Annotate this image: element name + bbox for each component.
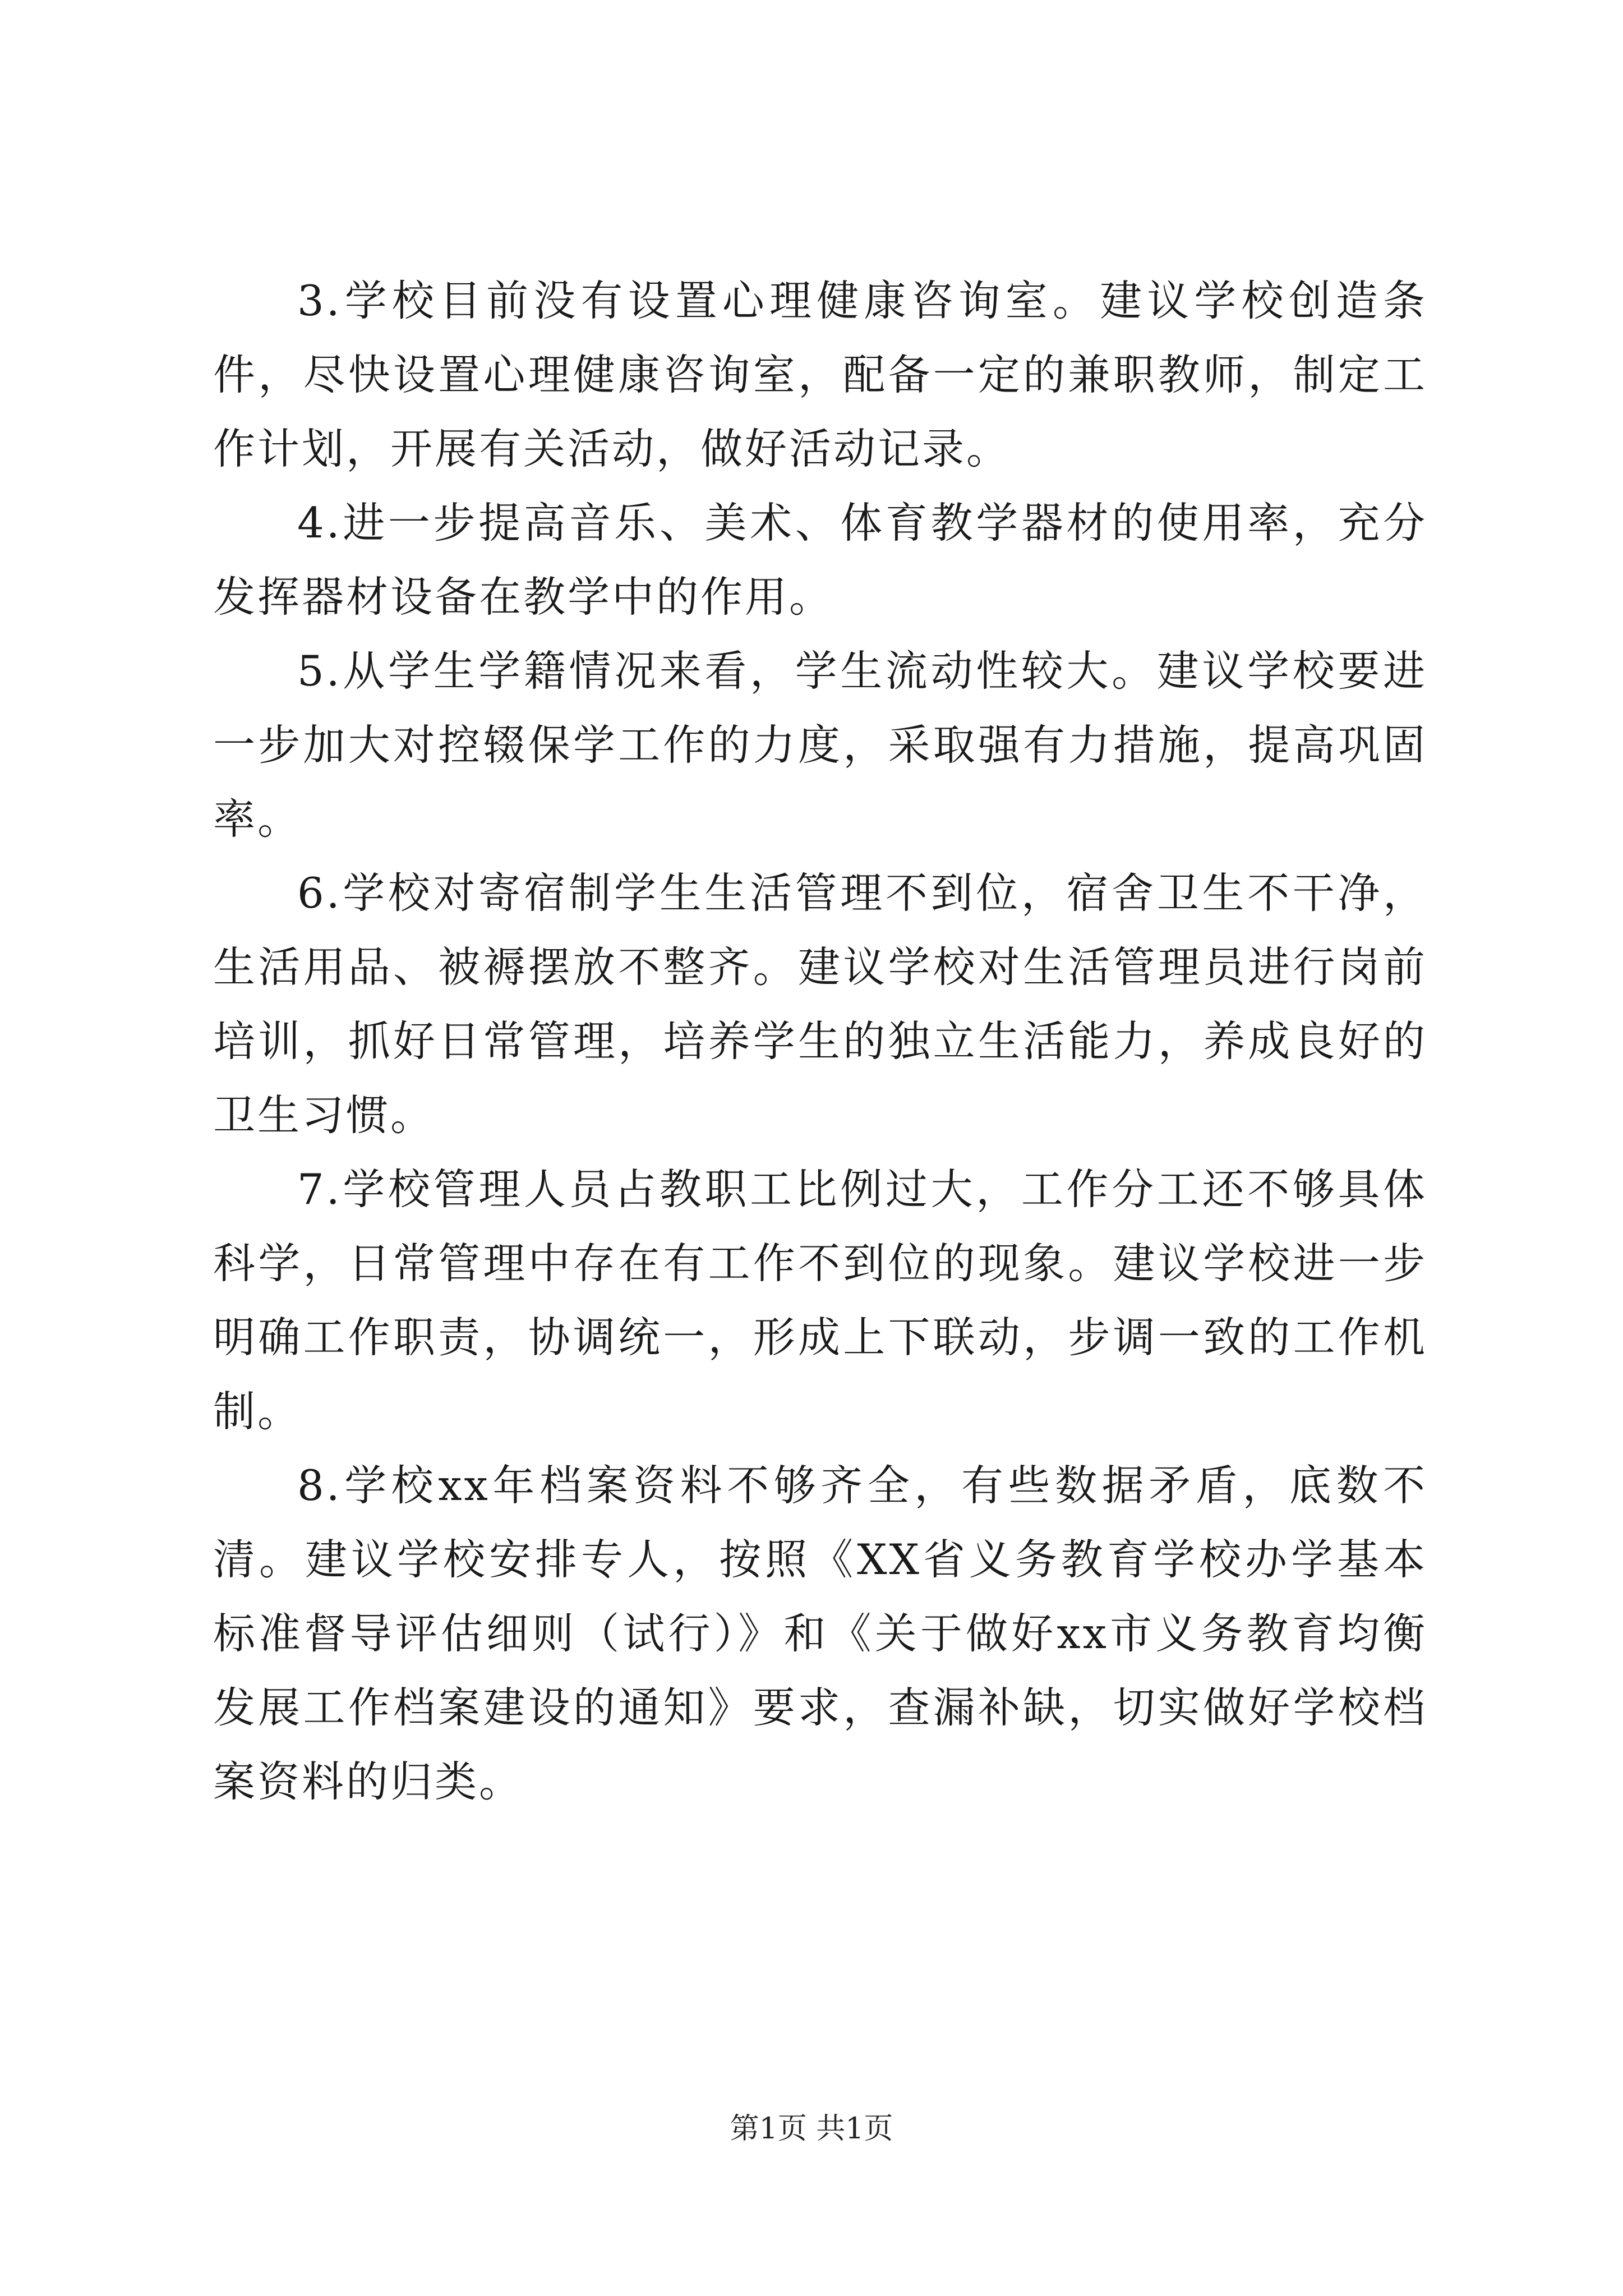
paragraph-5: 5.从学生学籍情况来看，学生流动性较大。建议学校要进一步加大对控辍保学工作的力度，采取强有力措施，提高巩固率。: [213, 646, 1427, 844]
paragraph-8: 8.学校xx年档案资料不够齐全，有些数据矛盾，底数不清。建议学校安排专人，按照《XX省义务教育学校办学基本标准督导评估细则（试行）》和《关于做好xx市义务教育均衡发展工作档案建设的通知》要求，查漏补缺，切实做好学校档案资料的归类。: [213, 1461, 1427, 1806]
page-footer: 第1页 共1页: [730, 2112, 893, 2146]
paragraph-7: 7.学校管理人员占教职工比例过大，工作分工还不够具体科学，日常管理中存在有工作不到位的现象。建议学校进一步明确工作职责，协调统一，形成上下联动，步调一致的工作机制。: [213, 1165, 1427, 1436]
document-body: [213, 264, 1427, 1819]
paragraph-4: 4.进一步提高音乐、美术、体育教学器材的使用率，充分发挥器材设备在教学中的作用。: [213, 498, 1427, 622]
paragraph-3: 3.学校目前没有设置心理健康咨询室。建议学校创造条件，尽快设置心理健康咨询室，配备一定的兼职教师，制定工作计划，开展有关活动，做好活动记录。: [213, 276, 1427, 473]
paragraph-6: 6.学校对寄宿制学生生活管理不到位，宿舍卫生不干净，生活用品、被褥摆放不整齐。建议学校对生活管理员进行岗前培训，抓好日常管理，培养学生的独立生活能力，养成良好的卫生习惯。: [213, 868, 1427, 1140]
